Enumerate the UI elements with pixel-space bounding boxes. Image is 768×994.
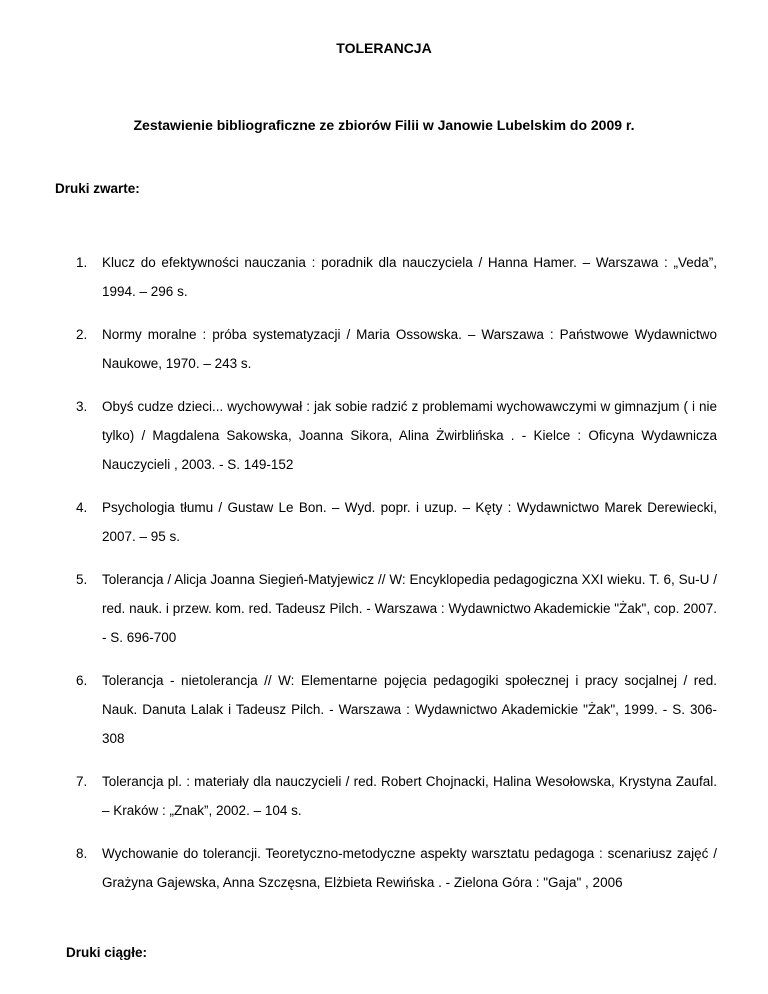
section-heading-serials: Druki ciągłe:: [66, 945, 148, 960]
bibliography-item: [76, 392, 717, 479]
item-text: Obyś cudze dzieci... wychowywał : jak sobie radzić z problemami wychowawczymi w gimnazjum ( i nie tylko) / Magdalena Sakowska, Joanna Sikora, Alina Żwirblińska . - Kielce : Oficyna Wydawnicza Nauczycieli , 2003. - S. 149-152: [102, 399, 717, 472]
bibliography-item: [76, 565, 717, 652]
bibliography-item: [76, 839, 717, 897]
item-text: Tolerancja - nietolerancja // W: Elementarne pojęcia pedagogiki społecznej i pracy socjalnej / red. Nauk. Danuta Lalak i Tadeusz Pilch. - Warszawa : Wydawnictwo Akademickie "Żak", 1999. - S. 306-308: [102, 673, 717, 746]
bibliography-item: [76, 767, 717, 825]
item-number: 5.: [76, 572, 88, 587]
item-number: 4.: [76, 500, 88, 515]
section-heading-monographs: Druki zwarte:: [55, 181, 140, 196]
bibliography-list: [76, 248, 717, 911]
bibliography-item: [76, 493, 717, 551]
document-title: TOLERANCJA: [336, 40, 432, 56]
item-number: 3.: [76, 399, 88, 414]
item-text: Tolerancja / Alicja Joanna Siegień-Matyjewicz // W: Encyklopedia pedagogiczna XXI wieku. T. 6, Su-U / red. nauk. i przew. kom. red. Tadeusz Pilch. - Warszawa : Wydawnictwo Akademickie "Żak", cop. 2007. - S. 696-700: [102, 572, 717, 645]
item-number: 6.: [76, 673, 88, 688]
item-text: Klucz do efektywności nauczania : poradnik dla nauczyciela / Hanna Hamer. – Warszawa : „Veda”, 1994. – 296 s.: [102, 255, 717, 299]
item-number: 7.: [76, 774, 88, 789]
item-text: Tolerancja pl. : materiały dla nauczycieli / red. Robert Chojnacki, Halina Wesołowska, Krystyna Zaufal. – Kraków : „Znak”, 2002. – 104 s.: [102, 774, 717, 818]
item-number: 8.: [76, 846, 88, 861]
bibliography-item: [76, 666, 717, 753]
document-subtitle: Zestawienie bibliograficzne ze zbiorów Filii w Janowie Lubelskim do 2009 r.: [133, 117, 635, 133]
item-text: Normy moralne : próba systematyzacji / Maria Ossowska. – Warszawa : Państwowe Wydawnictwo Naukowe, 1970. – 243 s.: [102, 327, 717, 371]
item-text: Psychologia tłumu / Gustaw Le Bon. – Wyd. popr. i uzup. – Kęty : Wydawnictwo Marek Derewiecki, 2007. – 95 s.: [102, 500, 717, 544]
item-number: 2.: [76, 327, 88, 342]
item-number: 1.: [76, 255, 88, 270]
item-text: Wychowanie do tolerancji. Teoretyczno-metodyczne aspekty warsztatu pedagoga : scenariusz zajęć / Grażyna Gajewska, Anna Szczęsna, Elżbieta Rewińska . - Zielona Góra : "Gaja" , 2006: [102, 846, 717, 890]
bibliography-item: [76, 320, 717, 378]
bibliography-item: [76, 248, 717, 306]
